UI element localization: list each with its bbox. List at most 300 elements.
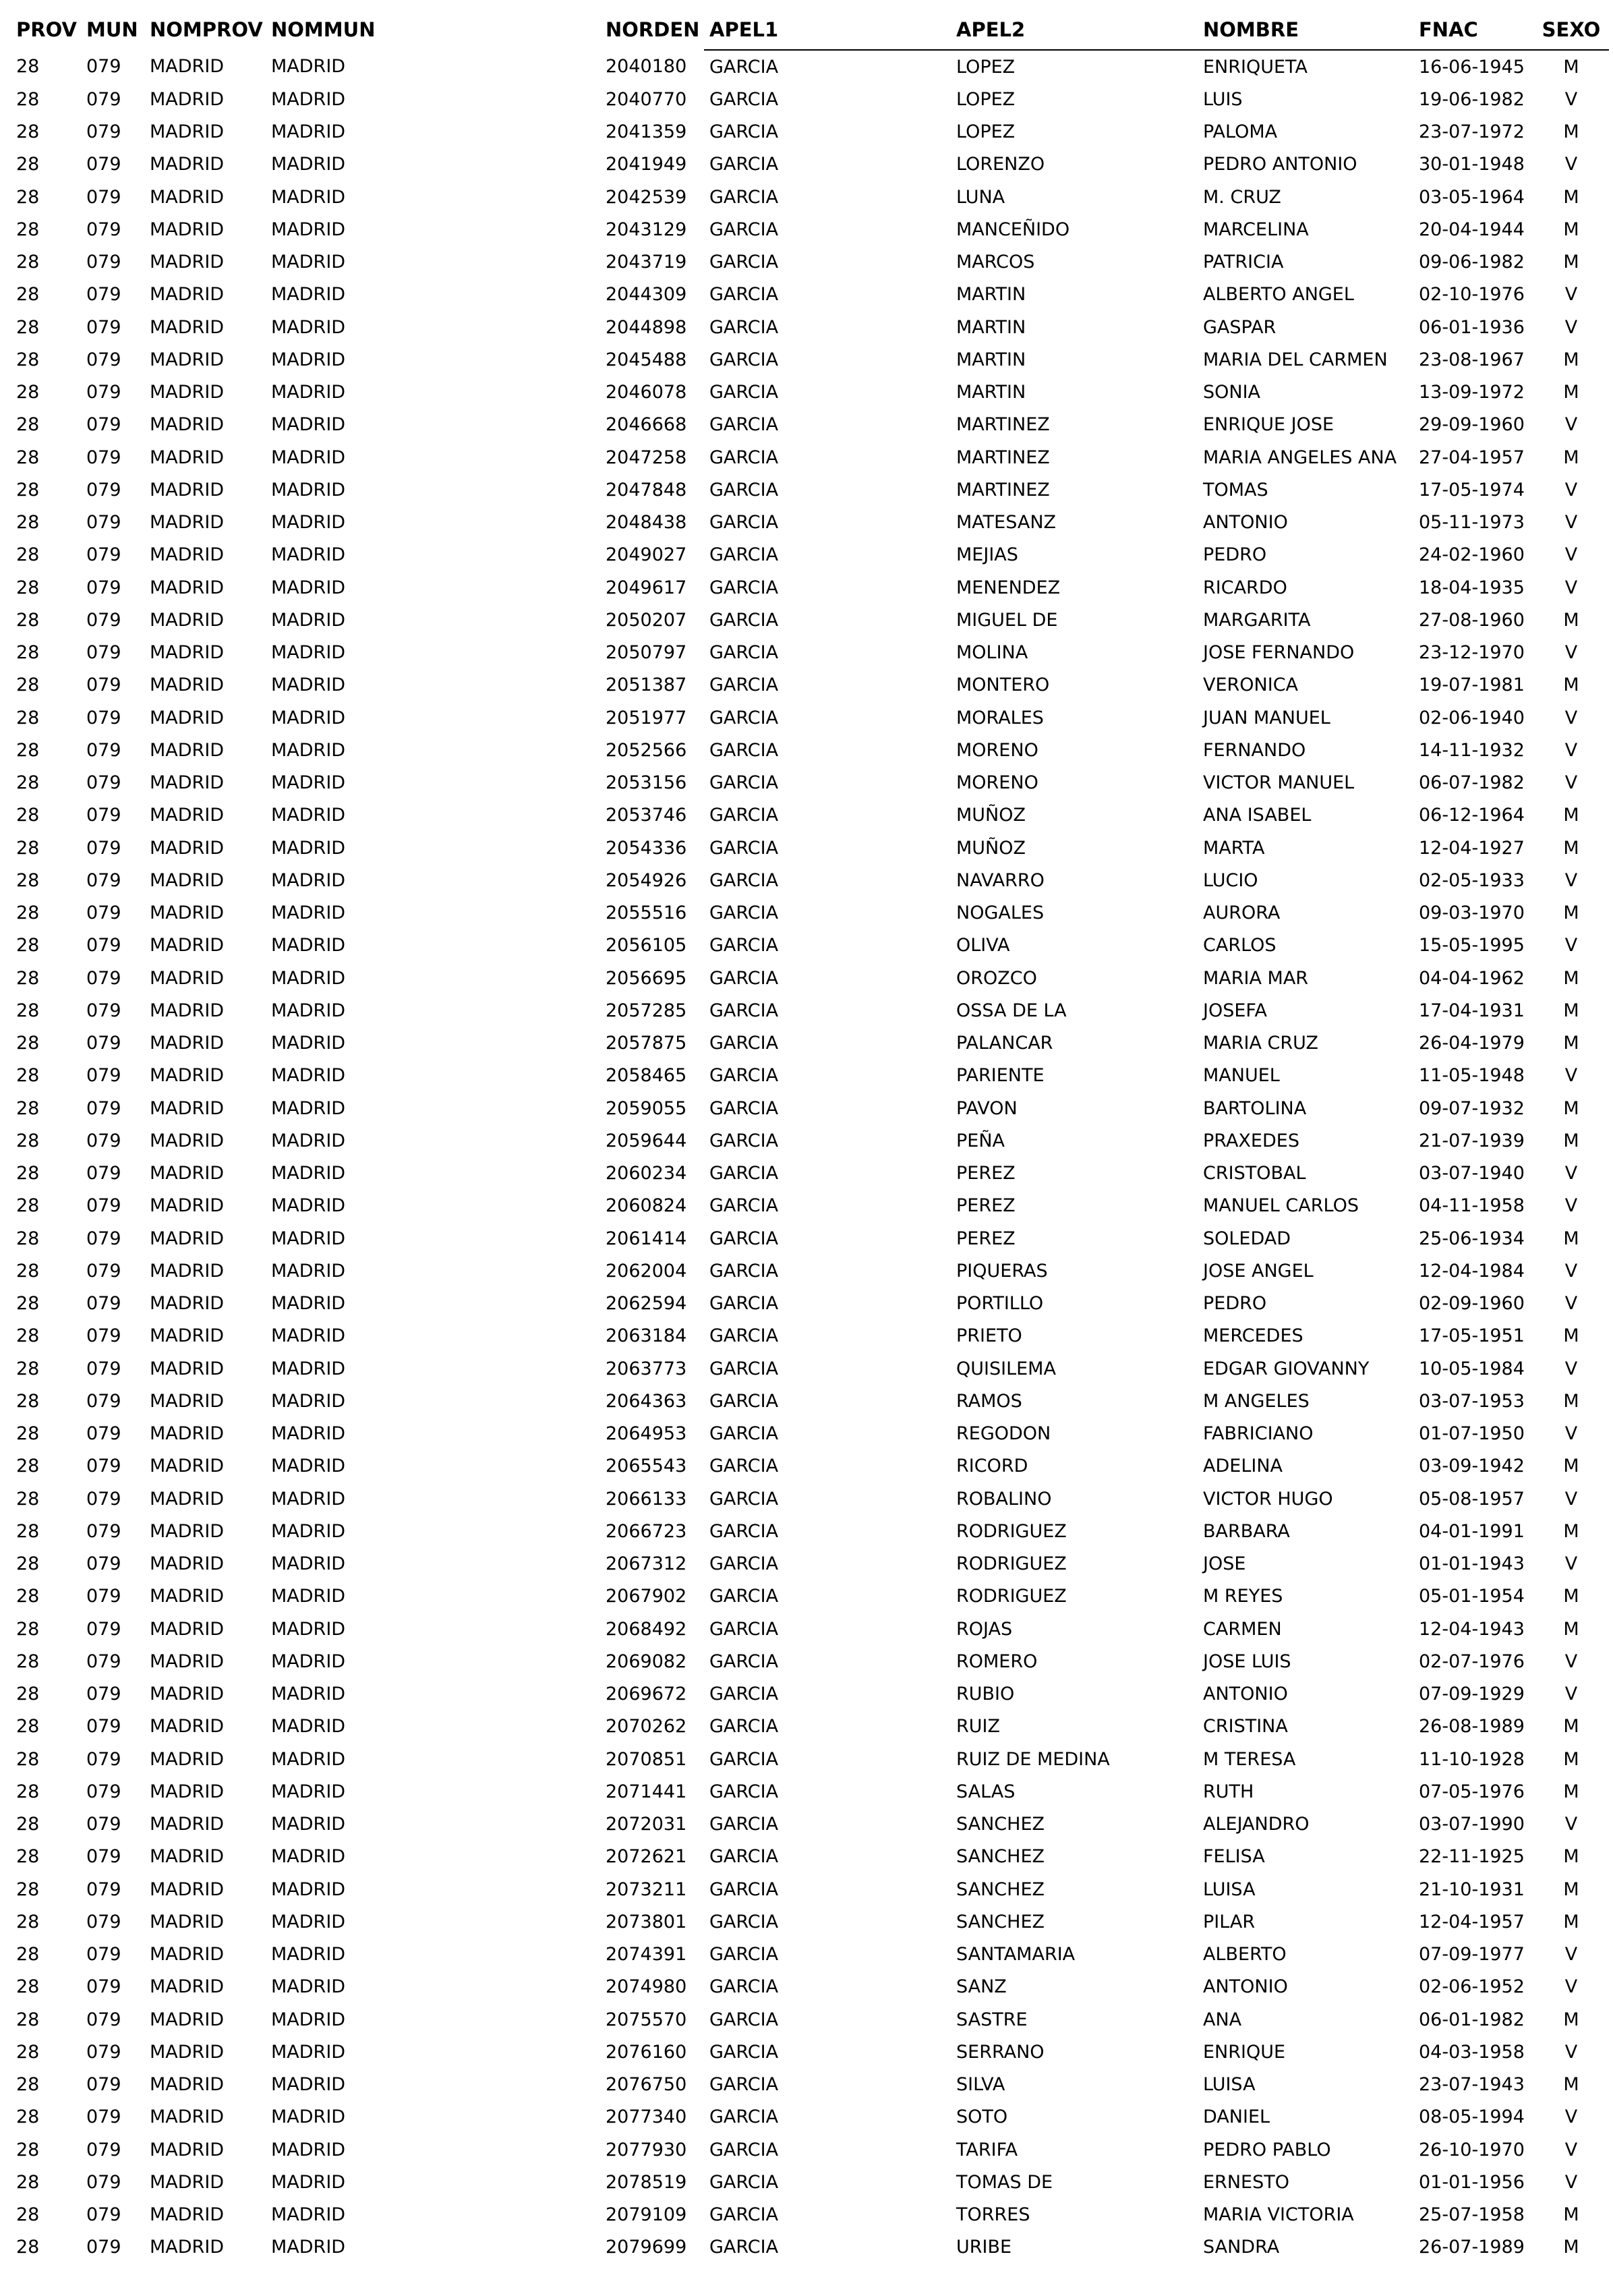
cell-sexo: V xyxy=(1564,2106,1578,2128)
cell-mun: 079 xyxy=(86,447,121,468)
cell-nomprov: MADRID xyxy=(150,935,225,956)
cell-prov: 28 xyxy=(16,1390,40,1412)
census-table xyxy=(11,9,1609,2264)
cell-apel2: SANCHEZ xyxy=(956,1846,1045,1868)
cell-mun: 079 xyxy=(86,2237,121,2258)
cell-sexo: M xyxy=(1563,675,1579,696)
cell-apel2: OLIVA xyxy=(956,935,1010,956)
cell-mun: 079 xyxy=(86,967,121,989)
cell-nomprov: MADRID xyxy=(150,2106,225,2128)
cell-nombre: FERNANDO xyxy=(1203,739,1306,761)
cell-fnac: 27-04-1957 xyxy=(1419,447,1525,468)
cell-nomprov: MADRID xyxy=(150,805,225,826)
cell-fnac: 23-08-1967 xyxy=(1419,349,1525,370)
cell-norden: 2056695 xyxy=(606,967,687,989)
cell-mun: 079 xyxy=(86,1456,121,1477)
cell-mun: 079 xyxy=(86,252,121,273)
cell-mun: 079 xyxy=(86,1911,121,1932)
cell-mun: 079 xyxy=(86,1846,121,1868)
cell-prov: 28 xyxy=(16,349,40,370)
table-row xyxy=(11,409,1609,441)
cell-apel1: GARCIA xyxy=(709,2106,779,2128)
cell-nombre: ENRIQUE JOSE xyxy=(1203,414,1335,436)
cell-fnac: 02-09-1960 xyxy=(1419,1293,1525,1315)
cell-nombre: LUISA xyxy=(1203,2074,1256,2096)
cell-nombre: CARLOS xyxy=(1203,935,1277,956)
cell-apel2: MOLINA xyxy=(956,642,1028,664)
cell-apel2: RUIZ DE MEDINA xyxy=(956,1748,1110,1770)
cell-nomprov: MADRID xyxy=(150,1000,225,1021)
cell-nombre: ADELINA xyxy=(1203,1456,1283,1477)
cell-nommun: MADRID xyxy=(271,1748,346,1770)
cell-nommun: MADRID xyxy=(271,1423,346,1445)
cell-nombre: MANUEL CARLOS xyxy=(1203,1195,1359,1217)
cell-fnac: 06-01-1936 xyxy=(1419,316,1525,338)
table-row xyxy=(11,929,1609,962)
cell-norden: 2059055 xyxy=(606,1097,687,1119)
cell-nombre: FABRICIANO xyxy=(1203,1423,1314,1445)
cell-apel2: OSSA DE LA xyxy=(956,1000,1067,1021)
cell-norden: 2068492 xyxy=(606,1618,687,1640)
cell-norden: 2078519 xyxy=(606,2171,687,2193)
cell-mun: 079 xyxy=(86,2139,121,2160)
cell-nombre: JOSE ANGEL xyxy=(1203,1260,1314,1282)
cell-mun: 079 xyxy=(86,316,121,338)
cell-prov: 28 xyxy=(16,1488,40,1510)
cell-sexo: V xyxy=(1564,88,1578,110)
cell-mun: 079 xyxy=(86,2041,121,2063)
cell-apel1: GARCIA xyxy=(709,1944,779,1965)
cell-prov: 28 xyxy=(16,935,40,956)
cell-fnac: 04-04-1962 xyxy=(1419,967,1525,989)
cell-apel2: SANTAMARIA xyxy=(956,1944,1076,1965)
cell-fnac: 26-08-1989 xyxy=(1419,1716,1525,1738)
cell-nommun: MADRID xyxy=(271,1618,346,1640)
cell-norden: 2063773 xyxy=(606,1358,687,1379)
cell-fnac: 15-05-1995 xyxy=(1419,935,1525,956)
cell-norden: 2040180 xyxy=(606,56,687,78)
cell-nomprov: MADRID xyxy=(150,772,225,794)
cell-nomprov: MADRID xyxy=(150,1878,225,1900)
cell-apel2: PRIETO xyxy=(956,1325,1022,1347)
cell-nomprov: MADRID xyxy=(150,1716,225,1738)
cell-fnac: 02-05-1933 xyxy=(1419,869,1525,891)
cell-nommun: MADRID xyxy=(271,2139,346,2160)
cell-prov: 28 xyxy=(16,837,40,859)
table-row xyxy=(11,1288,1609,1320)
cell-mun: 079 xyxy=(86,512,121,534)
cell-apel2: MARTINEZ xyxy=(956,479,1050,500)
column-header-nomprov: NOMPROV xyxy=(150,18,263,41)
cell-fnac: 02-10-1976 xyxy=(1419,284,1525,306)
cell-mun: 079 xyxy=(86,1325,121,1347)
cell-nombre: JOSEFA xyxy=(1203,1000,1267,1021)
cell-sexo: M xyxy=(1563,2237,1579,2258)
cell-sexo: M xyxy=(1563,1097,1579,1119)
cell-mun: 079 xyxy=(86,121,121,143)
cell-nombre: PEDRO xyxy=(1203,1293,1267,1315)
cell-norden: 2047848 xyxy=(606,479,687,500)
cell-apel1: GARCIA xyxy=(709,1911,779,1932)
table-row xyxy=(11,1320,1609,1352)
cell-mun: 079 xyxy=(86,642,121,664)
cell-prov: 28 xyxy=(16,414,40,436)
cell-sexo: M xyxy=(1563,1033,1579,1054)
cell-sexo: V xyxy=(1564,935,1578,956)
cell-fnac: 11-10-1928 xyxy=(1419,1748,1525,1770)
cell-norden: 2069082 xyxy=(606,1651,687,1672)
cell-apel1: GARCIA xyxy=(709,1293,779,1315)
cell-prov: 28 xyxy=(16,252,40,273)
cell-apel1: GARCIA xyxy=(709,772,779,794)
table-row xyxy=(11,1352,1609,1385)
table-header xyxy=(11,9,1609,50)
cell-fnac: 27-08-1960 xyxy=(1419,609,1525,631)
cell-mun: 079 xyxy=(86,1033,121,1054)
cell-sexo: V xyxy=(1564,1976,1578,1998)
cell-apel2: SANCHEZ xyxy=(956,1878,1045,1900)
column-header-sexo: SEXO xyxy=(1533,9,1609,50)
cell-nombre: ANA xyxy=(1203,2009,1242,2030)
cell-nomprov: MADRID xyxy=(150,1163,225,1184)
cell-sexo: V xyxy=(1564,869,1578,891)
table-row xyxy=(11,507,1609,539)
table-row xyxy=(11,213,1609,246)
cell-norden: 2077930 xyxy=(606,2139,687,2160)
cell-nommun: MADRID xyxy=(271,1390,346,1412)
cell-norden: 2044309 xyxy=(606,284,687,306)
cell-mun: 079 xyxy=(86,1878,121,1900)
cell-nommun: MADRID xyxy=(271,1944,346,1965)
cell-fnac: 16-06-1945 xyxy=(1419,56,1525,78)
cell-nomprov: MADRID xyxy=(150,642,225,664)
cell-apel2: MATESANZ xyxy=(956,512,1057,534)
cell-nomprov: MADRID xyxy=(150,837,225,859)
cell-mun: 079 xyxy=(86,1781,121,1802)
cell-fnac: 02-06-1952 xyxy=(1419,1976,1525,1998)
cell-sexo: M xyxy=(1563,349,1579,370)
cell-prov: 28 xyxy=(16,1260,40,1282)
cell-nombre: VICTOR HUGO xyxy=(1203,1488,1333,1510)
cell-prov: 28 xyxy=(16,56,40,78)
table-row xyxy=(11,279,1609,311)
cell-nommun: MADRID xyxy=(271,512,346,534)
table-row xyxy=(11,246,1609,279)
cell-nomprov: MADRID xyxy=(150,349,225,370)
cell-prov: 28 xyxy=(16,1456,40,1477)
cell-mun: 079 xyxy=(86,805,121,826)
cell-norden: 2054336 xyxy=(606,837,687,859)
cell-nommun: MADRID xyxy=(271,1586,346,1607)
cell-fnac: 21-07-1939 xyxy=(1419,1130,1525,1151)
table-row xyxy=(11,1385,1609,1417)
cell-sexo: V xyxy=(1564,577,1578,598)
cell-prov: 28 xyxy=(16,316,40,338)
cell-norden: 2046078 xyxy=(606,382,687,403)
table-row xyxy=(11,1092,1609,1124)
cell-nommun: MADRID xyxy=(271,56,346,78)
cell-prov: 28 xyxy=(16,154,40,175)
cell-mun: 079 xyxy=(86,1163,121,1184)
cell-apel2: SANCHEZ xyxy=(956,1814,1045,1835)
cell-apel2: URIBE xyxy=(956,2237,1012,2258)
cell-nombre: PALOMA xyxy=(1203,121,1278,143)
cell-apel2: MONTERO xyxy=(956,675,1050,696)
cell-mun: 079 xyxy=(86,1520,121,1542)
cell-apel2: SANCHEZ xyxy=(956,1911,1045,1932)
cell-nommun: MADRID xyxy=(271,1976,346,1998)
column-header-apel1: APEL1 xyxy=(704,9,951,50)
cell-norden: 2052566 xyxy=(606,739,687,761)
cell-nomprov: MADRID xyxy=(150,1423,225,1445)
column-header-mun: MUN xyxy=(86,18,138,41)
cell-nomprov: MADRID xyxy=(150,2139,225,2160)
cell-norden: 2057285 xyxy=(606,1000,687,1021)
cell-nomprov: MADRID xyxy=(150,2041,225,2063)
cell-nombre: ANTONIO xyxy=(1203,1976,1288,1998)
cell-apel2: PORTILLO xyxy=(956,1293,1044,1315)
cell-mun: 079 xyxy=(86,2204,121,2226)
cell-nommun: MADRID xyxy=(271,1097,346,1119)
cell-nomprov: MADRID xyxy=(150,577,225,598)
cell-apel1: GARCIA xyxy=(709,1781,779,1802)
cell-nombre: LUISA xyxy=(1203,1878,1256,1900)
cell-prov: 28 xyxy=(16,1814,40,1835)
cell-sexo: V xyxy=(1564,2041,1578,2063)
cell-mun: 079 xyxy=(86,1000,121,1021)
cell-fnac: 24-02-1960 xyxy=(1419,544,1525,566)
cell-apel1: GARCIA xyxy=(709,154,779,175)
cell-fnac: 26-07-1989 xyxy=(1419,2237,1525,2258)
cell-nomprov: MADRID xyxy=(150,1684,225,1705)
cell-nombre: MARIA CRUZ xyxy=(1203,1033,1318,1054)
table-row xyxy=(11,1222,1609,1255)
cell-prov: 28 xyxy=(16,1684,40,1705)
cell-nombre: M. CRUZ xyxy=(1203,186,1281,208)
cell-sexo: M xyxy=(1563,1586,1579,1607)
cell-sexo: M xyxy=(1563,186,1579,208)
cell-prov: 28 xyxy=(16,1195,40,1217)
cell-sexo: M xyxy=(1563,1911,1579,1932)
cell-apel1: GARCIA xyxy=(709,902,779,924)
cell-prov: 28 xyxy=(16,1846,40,1868)
cell-prov: 28 xyxy=(16,284,40,306)
cell-prov: 28 xyxy=(16,447,40,468)
cell-nombre: TOMAS xyxy=(1203,479,1268,500)
table-row xyxy=(11,2166,1609,2198)
cell-nomprov: MADRID xyxy=(150,1097,225,1119)
cell-apel1: GARCIA xyxy=(709,186,779,208)
cell-nombre: ALEJANDRO xyxy=(1203,1814,1310,1835)
cell-nombre: DANIEL xyxy=(1203,2106,1270,2128)
cell-apel1: GARCIA xyxy=(709,1684,779,1705)
cell-mun: 079 xyxy=(86,382,121,403)
cell-nomprov: MADRID xyxy=(150,1814,225,1835)
cell-nombre: JOSE FERNANDO xyxy=(1203,642,1355,664)
cell-norden: 2049617 xyxy=(606,577,687,598)
table-row xyxy=(11,799,1609,832)
cell-apel1: GARCIA xyxy=(709,2237,779,2258)
cell-nomprov: MADRID xyxy=(150,219,225,240)
cell-mun: 079 xyxy=(86,1716,121,1738)
cell-norden: 2060824 xyxy=(606,1195,687,1217)
cell-norden: 2056105 xyxy=(606,935,687,956)
cell-mun: 079 xyxy=(86,1195,121,1217)
cell-mun: 079 xyxy=(86,1684,121,1705)
cell-nomprov: MADRID xyxy=(150,1325,225,1347)
table-row xyxy=(11,2231,1609,2264)
cell-norden: 2058465 xyxy=(606,1065,687,1087)
table-row xyxy=(11,1808,1609,1841)
cell-nommun: MADRID xyxy=(271,1781,346,1802)
cell-nommun: MADRID xyxy=(271,837,346,859)
cell-apel1: GARCIA xyxy=(709,349,779,370)
cell-fnac: 07-09-1977 xyxy=(1419,1944,1525,1965)
cell-nomprov: MADRID xyxy=(150,1390,225,1412)
table-row xyxy=(11,1775,1609,1808)
cell-sexo: V xyxy=(1564,1358,1578,1379)
cell-apel2: ROMERO xyxy=(956,1651,1038,1672)
cell-fnac: 11-05-1948 xyxy=(1419,1065,1525,1087)
cell-sexo: M xyxy=(1563,1456,1579,1477)
cell-sexo: V xyxy=(1564,2171,1578,2193)
table-row xyxy=(11,1939,1609,1971)
cell-nomprov: MADRID xyxy=(150,1846,225,1868)
cell-nombre: PEDRO ANTONIO xyxy=(1203,154,1357,175)
cell-apel2: MORALES xyxy=(956,707,1044,728)
cell-prov: 28 xyxy=(16,1976,40,1998)
cell-nomprov: MADRID xyxy=(150,967,225,989)
cell-nombre: BARTOLINA xyxy=(1203,1097,1307,1119)
cell-apel1: GARCIA xyxy=(709,869,779,891)
cell-apel1: GARCIA xyxy=(709,1130,779,1151)
cell-nommun: MADRID xyxy=(271,805,346,826)
cell-nomprov: MADRID xyxy=(150,707,225,728)
cell-nommun: MADRID xyxy=(271,2074,346,2096)
cell-nombre: MARIA MAR xyxy=(1203,967,1309,989)
table-row xyxy=(11,1613,1609,1645)
cell-apel2: SASTRE xyxy=(956,2009,1028,2030)
cell-nomprov: MADRID xyxy=(150,1456,225,1477)
cell-fnac: 03-07-1990 xyxy=(1419,1814,1525,1835)
cell-fnac: 25-06-1934 xyxy=(1419,1228,1525,1249)
cell-prov: 28 xyxy=(16,902,40,924)
cell-prov: 28 xyxy=(16,609,40,631)
cell-norden: 2040770 xyxy=(606,88,687,110)
cell-norden: 2046668 xyxy=(606,414,687,436)
cell-prov: 28 xyxy=(16,739,40,761)
cell-nommun: MADRID xyxy=(271,1358,346,1379)
cell-apel1: GARCIA xyxy=(709,675,779,696)
cell-nombre: ERNESTO xyxy=(1203,2171,1289,2193)
cell-nommun: MADRID xyxy=(271,154,346,175)
cell-norden: 2044898 xyxy=(606,316,687,338)
table-row xyxy=(11,1841,1609,1873)
cell-norden: 2069672 xyxy=(606,1684,687,1705)
cell-nomprov: MADRID xyxy=(150,447,225,468)
cell-prov: 28 xyxy=(16,512,40,534)
cell-prov: 28 xyxy=(16,1586,40,1607)
cell-nommun: MADRID xyxy=(271,1260,346,1282)
cell-fnac: 07-09-1929 xyxy=(1419,1684,1525,1705)
cell-prov: 28 xyxy=(16,2139,40,2160)
cell-nommun: MADRID xyxy=(271,707,346,728)
table-row xyxy=(11,2003,1609,2036)
cell-nomprov: MADRID xyxy=(150,1195,225,1217)
cell-mun: 079 xyxy=(86,349,121,370)
cell-nombre: CARMEN xyxy=(1203,1618,1282,1640)
cell-nommun: MADRID xyxy=(271,414,346,436)
cell-nommun: MADRID xyxy=(271,1228,346,1249)
cell-nomprov: MADRID xyxy=(150,1293,225,1315)
cell-nombre: ENRIQUE xyxy=(1203,2041,1286,2063)
cell-nommun: MADRID xyxy=(271,1684,346,1705)
cell-apel2: SERRANO xyxy=(956,2041,1045,2063)
cell-nomprov: MADRID xyxy=(150,414,225,436)
cell-norden: 2049027 xyxy=(606,544,687,566)
cell-sexo: M xyxy=(1563,837,1579,859)
cell-norden: 2051977 xyxy=(606,707,687,728)
cell-apel2: MARTIN xyxy=(956,284,1026,306)
cell-norden: 2065543 xyxy=(606,1456,687,1477)
cell-norden: 2064953 xyxy=(606,1423,687,1445)
cell-sexo: M xyxy=(1563,902,1579,924)
cell-prov: 28 xyxy=(16,544,40,566)
cell-nombre: FELISA xyxy=(1203,1846,1265,1868)
table-row xyxy=(11,1580,1609,1613)
cell-nomprov: MADRID xyxy=(150,2171,225,2193)
cell-prov: 28 xyxy=(16,1097,40,1119)
cell-nommun: MADRID xyxy=(271,88,346,110)
cell-nommun: MADRID xyxy=(271,479,346,500)
cell-apel2: MORENO xyxy=(956,772,1038,794)
cell-sexo: M xyxy=(1563,1846,1579,1868)
cell-apel2: ROJAS xyxy=(956,1618,1013,1640)
cell-fnac: 05-11-1973 xyxy=(1419,512,1525,534)
cell-fnac: 08-05-1994 xyxy=(1419,2106,1525,2128)
cell-sexo: V xyxy=(1564,512,1578,534)
cell-norden: 2070262 xyxy=(606,1716,687,1738)
cell-prov: 28 xyxy=(16,577,40,598)
cell-nombre: MARCELINA xyxy=(1203,219,1309,240)
table-row xyxy=(11,734,1609,766)
cell-fnac: 01-07-1950 xyxy=(1419,1423,1525,1445)
cell-nomprov: MADRID xyxy=(150,2237,225,2258)
cell-sexo: V xyxy=(1564,1814,1578,1835)
cell-nommun: MADRID xyxy=(271,1651,346,1672)
cell-nomprov: MADRID xyxy=(150,544,225,566)
cell-sexo: M xyxy=(1563,1228,1579,1249)
cell-nomprov: MADRID xyxy=(150,1976,225,1998)
cell-nomprov: MADRID xyxy=(150,1781,225,1802)
cell-mun: 079 xyxy=(86,1618,121,1640)
cell-nomprov: MADRID xyxy=(150,1130,225,1151)
cell-mun: 079 xyxy=(86,902,121,924)
table-row xyxy=(11,1515,1609,1547)
cell-apel1: GARCIA xyxy=(709,219,779,240)
cell-nommun: MADRID xyxy=(271,121,346,143)
cell-nombre: PEDRO PABLO xyxy=(1203,2139,1331,2160)
table-row xyxy=(11,1450,1609,1483)
cell-apel2: LOPEZ xyxy=(956,121,1016,143)
cell-fnac: 23-12-1970 xyxy=(1419,642,1525,664)
cell-mun: 079 xyxy=(86,837,121,859)
cell-nomprov: MADRID xyxy=(150,902,225,924)
cell-apel2: TORRES xyxy=(956,2204,1030,2226)
cell-nomprov: MADRID xyxy=(150,675,225,696)
cell-nomprov: MADRID xyxy=(150,739,225,761)
cell-nombre: ALBERTO xyxy=(1203,1944,1287,1965)
